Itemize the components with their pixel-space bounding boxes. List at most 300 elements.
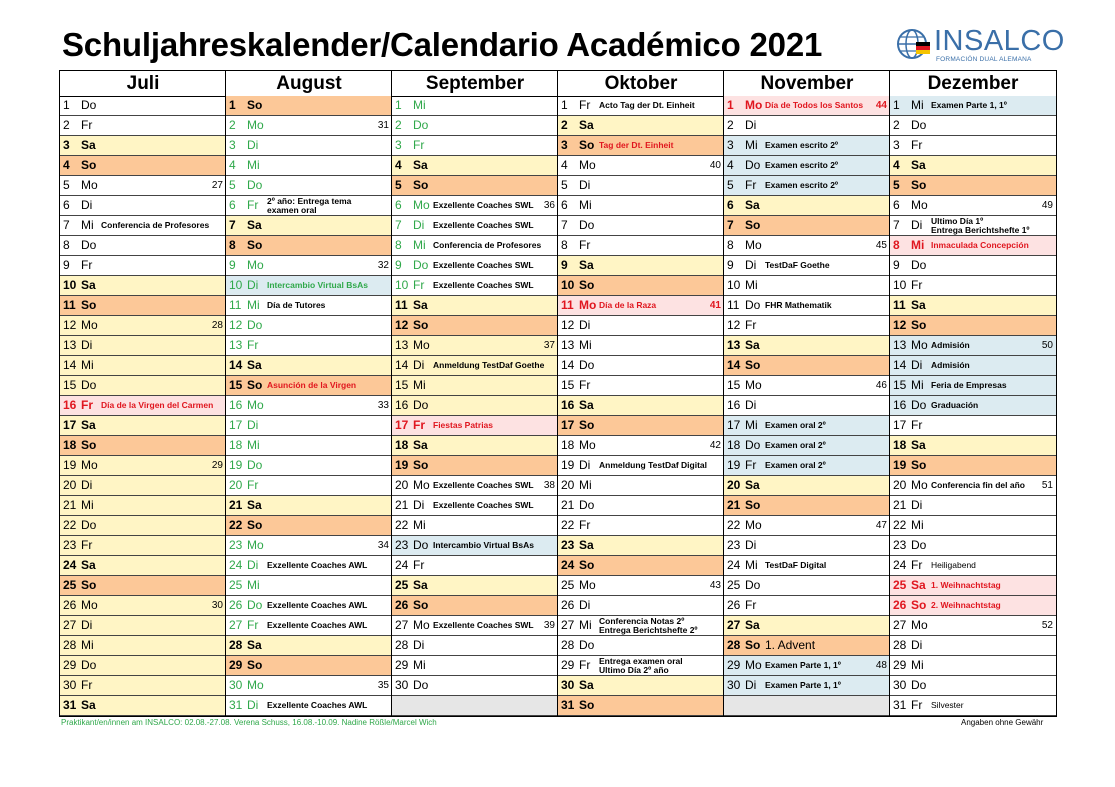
weekday: Mo xyxy=(911,618,928,632)
day-number: 17 xyxy=(893,418,907,432)
event-label xyxy=(433,216,534,235)
event-line: Entrega Berichtshefte 1º xyxy=(931,225,1030,235)
weekday: Fr xyxy=(579,238,591,252)
event-line: Examen escrito 2º xyxy=(765,180,839,190)
day-number: 8 xyxy=(561,238,568,252)
weekday: Sa xyxy=(911,578,926,592)
event-line: Anmeldung TestDaf Digital xyxy=(599,460,707,470)
event-line: Heiligabend xyxy=(931,560,976,570)
event-line: Admisión xyxy=(931,340,970,350)
weekday: So xyxy=(911,178,927,192)
event-line: Entrega examen oral xyxy=(599,656,683,666)
day-number: 21 xyxy=(395,498,409,512)
weekday: Do xyxy=(579,218,595,232)
weekday: Do xyxy=(745,438,761,452)
day-cell xyxy=(226,656,392,676)
day-cell xyxy=(890,456,1056,476)
event-line: Examen escrito 2º xyxy=(765,160,839,170)
weekday: Di xyxy=(247,278,259,292)
day-number: 28 xyxy=(727,638,741,652)
day-cell xyxy=(226,376,392,396)
weekday: Mi xyxy=(911,238,925,252)
weekday: Mi xyxy=(413,378,426,392)
day-number: 14 xyxy=(395,358,409,372)
logo-name: INSALCO xyxy=(934,25,1065,57)
weekday: Mo xyxy=(247,258,264,272)
weekday: Do xyxy=(579,358,595,372)
day-cell xyxy=(558,276,724,296)
day-cell xyxy=(724,356,890,376)
day-cell xyxy=(724,556,890,576)
weekday: Di xyxy=(247,698,259,712)
day-number: 2 xyxy=(63,118,70,132)
month-header: Oktober xyxy=(558,71,724,97)
day-cell xyxy=(724,416,890,436)
day-number: 16 xyxy=(229,398,243,412)
day-cell xyxy=(392,176,558,196)
day-number: 28 xyxy=(229,638,243,652)
weekday: Mi xyxy=(81,638,94,652)
day-cell xyxy=(558,396,724,416)
day-number: 25 xyxy=(893,578,907,592)
day-number: 29 xyxy=(727,658,741,672)
day-number: 30 xyxy=(63,678,77,692)
weekday: Fr xyxy=(247,198,259,212)
event-label xyxy=(765,656,841,675)
weekday: Fr xyxy=(413,558,425,572)
day-cell xyxy=(392,436,558,456)
day-number: 3 xyxy=(395,138,402,152)
day-cell xyxy=(890,576,1056,596)
day-cell xyxy=(890,196,1056,216)
day-cell xyxy=(392,536,558,556)
day-cell xyxy=(558,216,724,236)
weekday: Di xyxy=(745,118,757,132)
weekday: Mo xyxy=(413,338,430,352)
weekday: Do xyxy=(911,258,927,272)
event-label xyxy=(765,96,863,115)
weekday: So xyxy=(911,458,927,472)
event-label xyxy=(433,256,534,275)
weekday: Fr xyxy=(911,418,923,432)
weekday: Sa xyxy=(81,558,96,572)
logo-subtitle: FORMACIÓN DUAL ALEMANA xyxy=(936,56,1032,63)
day-cell xyxy=(724,336,890,356)
event-line: Conferencia de Profesores xyxy=(433,240,542,250)
weekday: Sa xyxy=(579,258,594,272)
day-cell xyxy=(60,676,226,696)
day-cell xyxy=(392,556,558,576)
day-number: 22 xyxy=(727,518,741,532)
week-number: 47 xyxy=(875,520,887,531)
day-number: 7 xyxy=(727,218,734,232)
event-label xyxy=(765,156,838,175)
day-number: 25 xyxy=(229,578,243,592)
day-number: 5 xyxy=(229,178,236,192)
day-number: 1 xyxy=(727,98,734,112)
day-cell xyxy=(890,476,1056,496)
day-number: 31 xyxy=(229,698,243,712)
day-cell xyxy=(724,176,890,196)
day-number: 10 xyxy=(63,278,77,292)
weekday: Do xyxy=(745,158,761,172)
day-number: 19 xyxy=(893,458,907,472)
day-cell xyxy=(226,356,392,376)
day-number: 21 xyxy=(893,498,907,512)
weekday: Mi xyxy=(413,518,426,532)
day-cell xyxy=(558,236,724,256)
day-cell xyxy=(724,136,890,156)
page-title: Schuljahreskalender/Calendario Académico 2021 xyxy=(62,26,823,63)
column-divider xyxy=(889,71,890,716)
weekday: Do xyxy=(911,678,927,692)
day-cell xyxy=(60,216,226,236)
day-cell xyxy=(724,96,890,116)
day-cell xyxy=(392,376,558,396)
day-cell xyxy=(890,636,1056,656)
day-cell xyxy=(60,476,226,496)
day-number: 15 xyxy=(395,378,409,392)
day-number: 27 xyxy=(229,618,243,632)
event-label xyxy=(267,696,367,715)
weekday: Mo xyxy=(81,318,98,332)
day-number: 29 xyxy=(893,658,907,672)
day-cell xyxy=(890,676,1056,696)
day-number: 30 xyxy=(893,678,907,692)
day-number: 9 xyxy=(727,258,734,272)
event-line: Exzellente Coaches SWL xyxy=(433,500,534,510)
day-cell xyxy=(60,96,226,116)
event-label xyxy=(599,296,656,315)
weekday: Sa xyxy=(911,158,926,172)
day-number: 13 xyxy=(727,338,741,352)
day-number: 15 xyxy=(893,378,907,392)
day-cell xyxy=(890,696,1056,716)
day-cell xyxy=(60,376,226,396)
day-cell xyxy=(890,176,1056,196)
day-cell xyxy=(226,676,392,696)
day-number: 2 xyxy=(395,118,402,132)
weekday: Mi xyxy=(81,358,94,372)
event-label xyxy=(599,96,695,115)
day-number: 7 xyxy=(561,218,568,232)
week-number: 50 xyxy=(1041,340,1053,351)
weekday: Sa xyxy=(413,298,428,312)
day-number: 17 xyxy=(395,418,409,432)
day-cell xyxy=(558,536,724,556)
weekday: Di xyxy=(579,598,591,612)
day-cell xyxy=(226,396,392,416)
event-label xyxy=(599,456,707,475)
day-cell xyxy=(392,256,558,276)
weekday: Mi xyxy=(745,278,758,292)
event-label xyxy=(765,416,826,435)
event-label xyxy=(101,216,209,235)
month-header: November xyxy=(724,71,890,97)
weekday: Do xyxy=(579,498,595,512)
day-number: 2 xyxy=(229,118,236,132)
day-cell xyxy=(226,576,392,596)
event-line: Tag der Dt. Einheit xyxy=(599,140,674,150)
weekday: So xyxy=(81,298,97,312)
day-cell xyxy=(226,116,392,136)
weekday: Do xyxy=(247,318,263,332)
day-number: 2 xyxy=(727,118,734,132)
weekday: Mi xyxy=(579,618,592,632)
weekday: Mo xyxy=(745,98,763,112)
month-header: Dezember xyxy=(890,71,1056,97)
weekday: Di xyxy=(579,178,591,192)
day-number: 22 xyxy=(893,518,907,532)
day-cell xyxy=(226,416,392,436)
day-cell xyxy=(60,616,226,636)
weekday: Mi xyxy=(413,238,426,252)
day-number: 30 xyxy=(727,678,741,692)
event-line: 1. Advent xyxy=(765,638,816,652)
weekday: Di xyxy=(413,638,425,652)
weekday: Di xyxy=(911,358,923,372)
event-line: Examen oral 2º xyxy=(765,420,826,430)
day-number: 6 xyxy=(63,198,70,212)
event-label xyxy=(267,616,367,635)
day-cell xyxy=(226,156,392,176)
day-cell xyxy=(558,296,724,316)
day-number: 21 xyxy=(727,498,741,512)
weekday: Mo xyxy=(579,158,596,172)
weekday: So xyxy=(81,438,97,452)
day-number: 23 xyxy=(727,538,741,552)
day-cell xyxy=(558,356,724,376)
day-cell xyxy=(558,196,724,216)
day-number: 27 xyxy=(727,618,741,632)
day-number: 27 xyxy=(893,618,907,632)
day-cell xyxy=(890,116,1056,136)
event-line: Intercambio Virtual BsAs xyxy=(433,540,534,550)
day-cell xyxy=(724,476,890,496)
event-label xyxy=(599,136,673,155)
weekday: Fr xyxy=(247,618,259,632)
week-number: 27 xyxy=(211,180,223,191)
weekday: Fr xyxy=(247,478,259,492)
day-cell xyxy=(558,556,724,576)
day-cell xyxy=(558,596,724,616)
day-number: 7 xyxy=(63,218,70,232)
day-cell xyxy=(392,596,558,616)
event-line: Exzellente Coaches SWL xyxy=(433,220,534,230)
day-cell xyxy=(724,276,890,296)
day-cell xyxy=(890,596,1056,616)
week-number: 36 xyxy=(543,200,555,211)
day-cell xyxy=(890,156,1056,176)
weekday: Di xyxy=(247,558,259,572)
day-number: 19 xyxy=(727,458,741,472)
day-cell xyxy=(890,296,1056,316)
weekday: So xyxy=(579,698,595,712)
day-cell xyxy=(724,236,890,256)
day-number: 6 xyxy=(395,198,402,212)
day-cell xyxy=(60,316,226,336)
week-number: 39 xyxy=(543,620,555,631)
weekday: Mo xyxy=(911,478,928,492)
day-number: 11 xyxy=(229,298,242,312)
day-cell xyxy=(890,316,1056,336)
day-cell xyxy=(558,516,724,536)
weekday: Do xyxy=(81,98,97,112)
day-cell xyxy=(392,416,558,436)
event-label xyxy=(599,617,698,635)
day-cell xyxy=(226,696,392,716)
day-cell xyxy=(60,496,226,516)
day-number: 18 xyxy=(561,438,575,452)
weekday: Fr xyxy=(579,378,591,392)
weekday: Do xyxy=(911,538,927,552)
day-number: 3 xyxy=(561,138,568,152)
weekday: Mi xyxy=(579,198,592,212)
day-cell xyxy=(890,616,1056,636)
day-number: 3 xyxy=(893,138,900,152)
day-cell xyxy=(226,236,392,256)
event-label xyxy=(931,556,976,575)
weekday: Di xyxy=(81,338,93,352)
weekday: Di xyxy=(247,418,259,432)
event-line: Inmaculada Concepción xyxy=(931,240,1029,250)
event-label xyxy=(931,96,1007,115)
event-label xyxy=(267,556,367,575)
weekday: Do xyxy=(413,678,429,692)
day-cell xyxy=(890,256,1056,276)
weekday: Fr xyxy=(81,258,93,272)
day-cell xyxy=(392,396,558,416)
weekday: Mi xyxy=(81,498,94,512)
weekday: Fr xyxy=(745,178,757,192)
event-label xyxy=(267,296,325,315)
weekday: Di xyxy=(579,318,591,332)
day-number: 5 xyxy=(561,178,568,192)
day-number: 11 xyxy=(727,298,740,312)
weekday: Sa xyxy=(81,138,96,152)
day-cell xyxy=(724,616,890,636)
day-cell xyxy=(558,496,724,516)
day-number: 26 xyxy=(63,598,77,612)
weekday: Fr xyxy=(413,418,425,432)
weekday: Sa xyxy=(745,618,760,632)
day-cell xyxy=(392,136,558,156)
event-label xyxy=(765,136,838,155)
weekday: Mo xyxy=(911,198,928,212)
weekday: Fr xyxy=(911,138,923,152)
day-cell xyxy=(724,116,890,136)
event-line: Exzellente Coaches SWL xyxy=(433,280,534,290)
day-number: 12 xyxy=(395,318,409,332)
event-label xyxy=(433,536,534,555)
weekday: Sa xyxy=(81,698,96,712)
event-label xyxy=(765,296,832,315)
day-cell xyxy=(392,576,558,596)
day-number: 5 xyxy=(395,178,402,192)
weekday: Mi xyxy=(745,558,758,572)
event-line: Día de la Virgen del Carmen xyxy=(101,400,214,410)
event-label xyxy=(433,476,534,495)
weekday: Mo xyxy=(911,338,928,352)
day-number: 8 xyxy=(229,238,236,252)
day-cell xyxy=(890,96,1056,116)
day-number: 14 xyxy=(893,358,907,372)
day-number: 18 xyxy=(395,438,409,452)
day-cell xyxy=(890,416,1056,436)
day-cell xyxy=(558,376,724,396)
day-number: 13 xyxy=(63,338,77,352)
day-cell xyxy=(890,356,1056,376)
day-cell xyxy=(392,456,558,476)
day-cell xyxy=(60,176,226,196)
event-line: 2º año: Entrega tema xyxy=(267,196,352,206)
event-label xyxy=(433,416,493,435)
day-number: 17 xyxy=(63,418,77,432)
week-number: 30 xyxy=(211,600,223,611)
weekday: So xyxy=(81,158,97,172)
day-number: 17 xyxy=(229,418,243,432)
event-line: Día de Todos los Santos xyxy=(765,100,864,110)
weekday: So xyxy=(247,98,263,112)
day-cell xyxy=(392,116,558,136)
day-number: 30 xyxy=(561,678,575,692)
weekday: Do xyxy=(413,398,429,412)
column-divider xyxy=(225,71,226,716)
day-number: 30 xyxy=(229,678,243,692)
day-cell xyxy=(724,516,890,536)
event-label xyxy=(765,176,838,195)
weekday: Di xyxy=(413,358,425,372)
day-number: 23 xyxy=(229,538,243,552)
event-label xyxy=(931,217,1030,235)
month-column xyxy=(226,71,392,716)
weekday: Di xyxy=(413,218,425,232)
weekday: Mo xyxy=(579,298,597,312)
day-cell xyxy=(60,636,226,656)
day-cell xyxy=(226,176,392,196)
weekday: Fr xyxy=(745,598,757,612)
day-cell xyxy=(724,376,890,396)
weekday: Di xyxy=(745,258,757,272)
day-cell xyxy=(890,376,1056,396)
day-number: 23 xyxy=(63,538,77,552)
event-label xyxy=(765,456,826,475)
day-cell xyxy=(392,696,558,716)
day-cell xyxy=(60,296,226,316)
day-number: 24 xyxy=(63,558,77,572)
day-number: 4 xyxy=(893,158,900,172)
weekday: Mi xyxy=(247,298,260,312)
day-number: 6 xyxy=(229,198,236,212)
day-number: 19 xyxy=(63,458,77,472)
day-number: 28 xyxy=(561,638,575,652)
event-label xyxy=(765,636,815,655)
day-number: 9 xyxy=(229,258,236,272)
month-column xyxy=(392,71,558,716)
weekday: Do xyxy=(247,178,263,192)
day-number: 31 xyxy=(63,698,77,712)
weekday: Sa xyxy=(579,678,594,692)
day-cell xyxy=(60,656,226,676)
event-line: Exzellente Coaches AWL xyxy=(267,560,368,570)
day-number: 1 xyxy=(561,98,568,112)
day-number: 8 xyxy=(893,238,900,252)
weekday: Sa xyxy=(745,338,760,352)
weekday: Fr xyxy=(911,558,923,572)
event-label xyxy=(267,376,356,395)
event-line: Exzellente Coaches SWL xyxy=(433,260,534,270)
day-number: 7 xyxy=(893,218,900,232)
